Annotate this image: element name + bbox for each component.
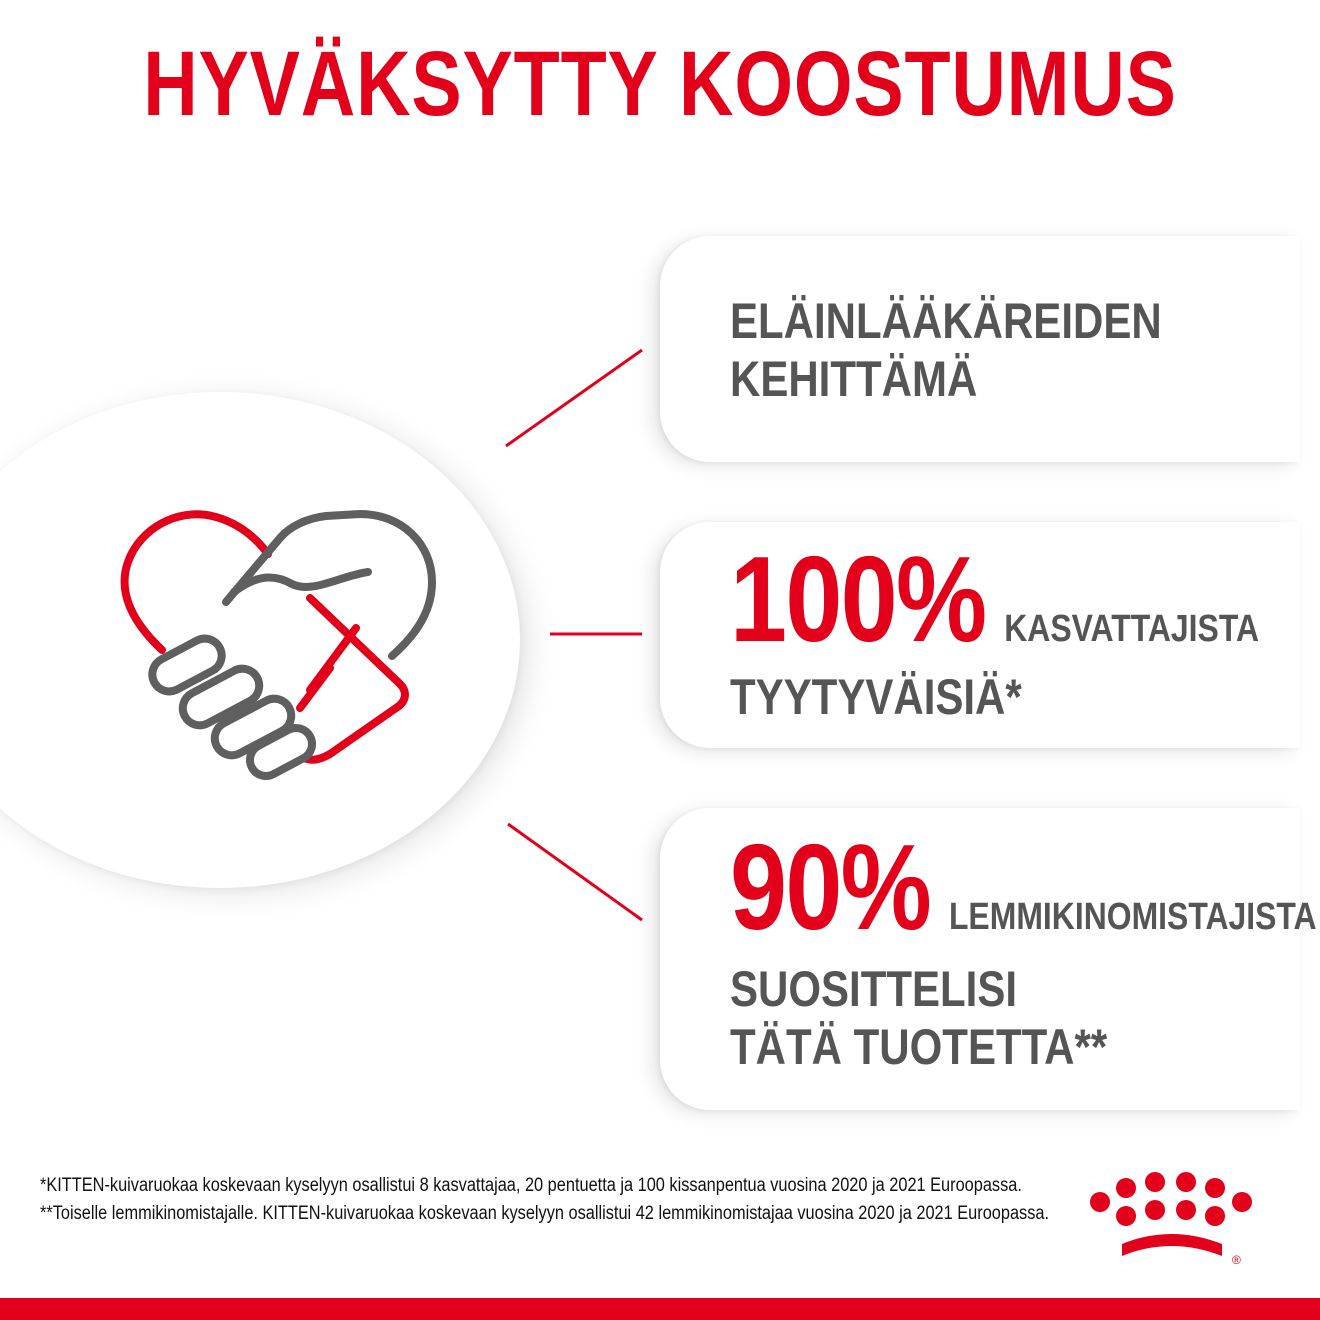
- card1-line1: ELÄINLÄÄKÄREIDEN: [730, 293, 1162, 349]
- card1-line2: KEHITTÄMÄ: [730, 351, 978, 407]
- registered-mark: ®: [1232, 1253, 1241, 1267]
- card2-percent: 100%: [730, 531, 986, 667]
- card-breeders-satisfied: [660, 522, 1300, 748]
- page-title: HYVÄKSYTTY KOOSTUMUS: [143, 33, 1177, 135]
- bottom-bar: [0, 1298, 1320, 1320]
- card3-line3: TÄTÄ TUOTETTA**: [730, 1019, 1108, 1075]
- card-owners-recommend: [660, 808, 1317, 1110]
- footnote-owners: **Toiselle lemmikinomistajalle. KITTEN-kuivaruokaa koskevaan kyselyyn osallistui 42 lemmikinomistajaa vuosina 2020 ja 2021 Euroopassa.: [40, 1203, 1050, 1224]
- card3-line2: SUOSITTELISI: [730, 961, 1018, 1017]
- card3-percent: 90%: [730, 819, 931, 955]
- royal-canin-crown-logo: [1082, 1172, 1262, 1272]
- connector-line-bottom: [508, 824, 642, 920]
- card2-label: KASVATTAJISTA: [1004, 608, 1260, 650]
- card2-line2: TYYTYVÄISIÄ*: [730, 669, 1022, 725]
- footnote-breeders: *KITTEN-kuivaruokaa koskevaan kyselyyn osallistui 8 kasvattajaa, 20 pentuetta ja 100 kissanpentua vuosina 2020 ja 2021 Euroopassa.: [40, 1175, 1022, 1196]
- connector-line-top: [506, 350, 642, 446]
- card3-label: LEMMIKINOMISTAJISTA: [948, 896, 1317, 938]
- card-developed-by-vets: [660, 236, 1300, 462]
- footnotes: [40, 1172, 1072, 1228]
